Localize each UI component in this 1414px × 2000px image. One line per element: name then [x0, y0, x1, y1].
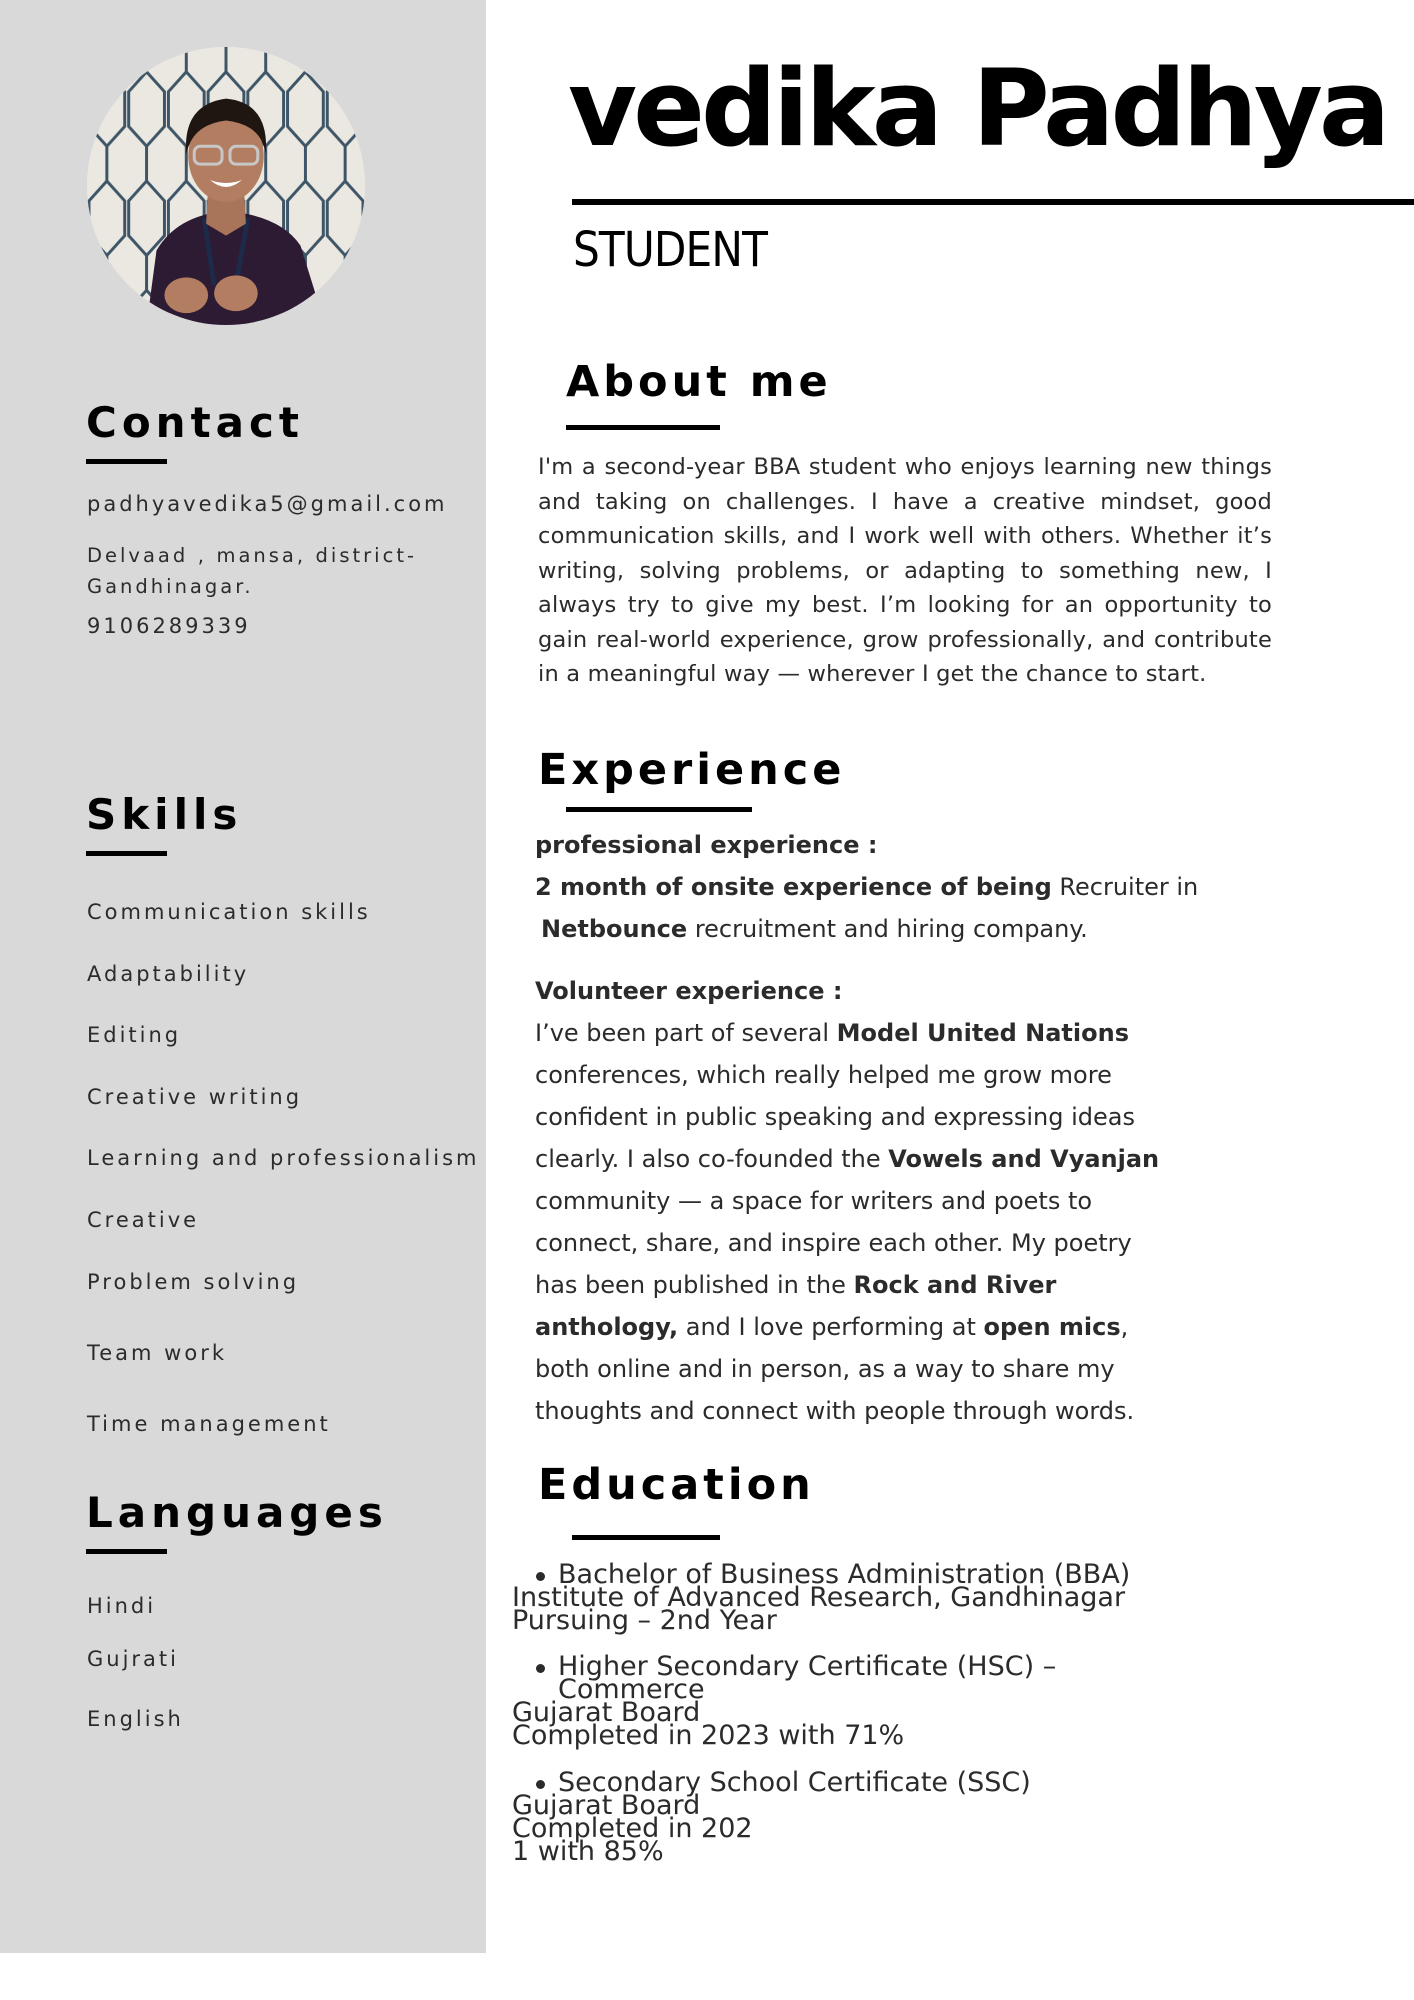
- skill-item: Learning and professionalism: [87, 1146, 480, 1170]
- professional-experience: [535, 824, 1199, 950]
- volunteer-text: community — a space for writers and poets to: [535, 1187, 1093, 1215]
- language-item: Hindi: [87, 1594, 157, 1618]
- education-entry: [512, 1651, 1057, 1751]
- contact-address: Delvaad , mansa, district-Gandhinagar.: [87, 544, 417, 598]
- education-entry: [512, 1559, 1131, 1636]
- education-detail: Completed in 2023 with 71%: [512, 1720, 905, 1751]
- contact-heading: Contact: [86, 398, 304, 447]
- contact-phone[interactable]: 9106289339: [87, 614, 251, 638]
- volunteer-text: and I love performing at: [678, 1313, 984, 1341]
- name-rule: [572, 199, 1414, 205]
- volunteer-highlight: Vowels and Vyanjan: [888, 1145, 1160, 1173]
- education-detail: Gujarat Board: [512, 1697, 701, 1728]
- company-name: Netbounce: [541, 915, 688, 943]
- professional-line2-rest: recruitment and hiring company.: [687, 915, 1088, 943]
- volunteer-text: confident in public speaking and expressing ideas: [535, 1103, 1135, 1131]
- volunteer-highlight: anthology,: [535, 1313, 679, 1341]
- volunteer-highlight: Model United Nations: [836, 1019, 1129, 1047]
- professional-experience-label: professional experience :: [535, 831, 878, 859]
- volunteer-experience: [535, 970, 1175, 1432]
- skill-item: Team work: [87, 1341, 227, 1365]
- skill-item: Problem solving: [87, 1270, 300, 1294]
- volunteer-text: has been published in the: [535, 1271, 854, 1299]
- volunteer-text: clearly. I also co-founded the: [535, 1145, 889, 1173]
- skill-item: Communication skills: [87, 900, 371, 924]
- experience-heading-rule: [566, 807, 752, 812]
- profile-photo-icon: [87, 47, 365, 325]
- skill-item: Editing: [87, 1023, 182, 1047]
- volunteer-experience-label: Volunteer experience :: [535, 977, 843, 1005]
- skills-heading-rule: [86, 851, 167, 856]
- education-detail: Gujarat Board: [512, 1790, 701, 1821]
- languages-heading: Languages: [86, 1488, 388, 1537]
- professional-line1-bold: 2 month of onsite experience of being: [535, 873, 1052, 901]
- education-entry: [512, 1767, 1031, 1867]
- volunteer-text: I’ve been part of several: [535, 1019, 837, 1047]
- education-detail: 1 with 85%: [512, 1836, 664, 1867]
- professional-line1-rest: Recruiter in: [1051, 873, 1199, 901]
- candidate-role: STUDENT: [573, 222, 767, 278]
- languages-heading-rule: [86, 1549, 167, 1554]
- skill-item: Time management: [87, 1412, 331, 1436]
- skill-item: Creative writing: [87, 1085, 303, 1109]
- volunteer-text: connect, share, and inspire each other. My poetry: [535, 1229, 1132, 1257]
- skill-item: Adaptability: [87, 962, 250, 986]
- contact-heading-rule: [86, 459, 167, 464]
- education-heading-rule: [572, 1535, 720, 1540]
- education-detail: Completed in 202: [512, 1813, 753, 1844]
- profile-photo: [87, 47, 365, 325]
- education-detail: Pursuing – 2nd Year: [512, 1605, 777, 1636]
- education-degree: Bachelor of Business Administration (BBA): [512, 1563, 1130, 1586]
- contact-email[interactable]: padhyavedika5@gmail.com: [87, 492, 448, 516]
- education-detail: Institute of Advanced Research, Gandhinagar: [512, 1582, 1126, 1613]
- education-degree-continued: Commerce: [558, 1674, 705, 1705]
- volunteer-highlight: Rock and River: [853, 1271, 1057, 1299]
- about-text: I'm a second-year BBA student who enjoys learning new things and taking on challenges. I have a creative mindset, good communication skills, and I work well with others. Whether it’s writing, solving problems, or adapting to something new, I always try to give my best. I’m looking for an opportunity to gain real-world experience, grow professionally, and contribute in a meaningful way — wherever I get the chance to start.: [538, 454, 1272, 687]
- about-heading-rule: [566, 425, 720, 430]
- language-item: Gujrati: [87, 1647, 179, 1671]
- volunteer-text: ,: [1120, 1313, 1129, 1341]
- about-heading: About me: [566, 357, 832, 407]
- skill-item: Creative: [87, 1208, 200, 1232]
- volunteer-highlight: open mics: [983, 1313, 1121, 1341]
- skills-heading: Skills: [86, 790, 243, 839]
- candidate-name: vedika Padhya: [568, 47, 1387, 170]
- education-degree: Secondary School Certificate (SSC): [512, 1771, 1031, 1794]
- experience-heading: Experience: [538, 745, 846, 795]
- volunteer-text: conferences, which really helped me grow more: [535, 1061, 1112, 1089]
- education-heading: Education: [538, 1460, 815, 1510]
- language-item: English: [87, 1707, 184, 1731]
- education-degree: Higher Secondary Certificate (HSC) –: [512, 1655, 1056, 1678]
- volunteer-text: both online and in person, as a way to share my: [535, 1355, 1115, 1383]
- volunteer-text: thoughts and connect with people through words.: [535, 1397, 1135, 1425]
